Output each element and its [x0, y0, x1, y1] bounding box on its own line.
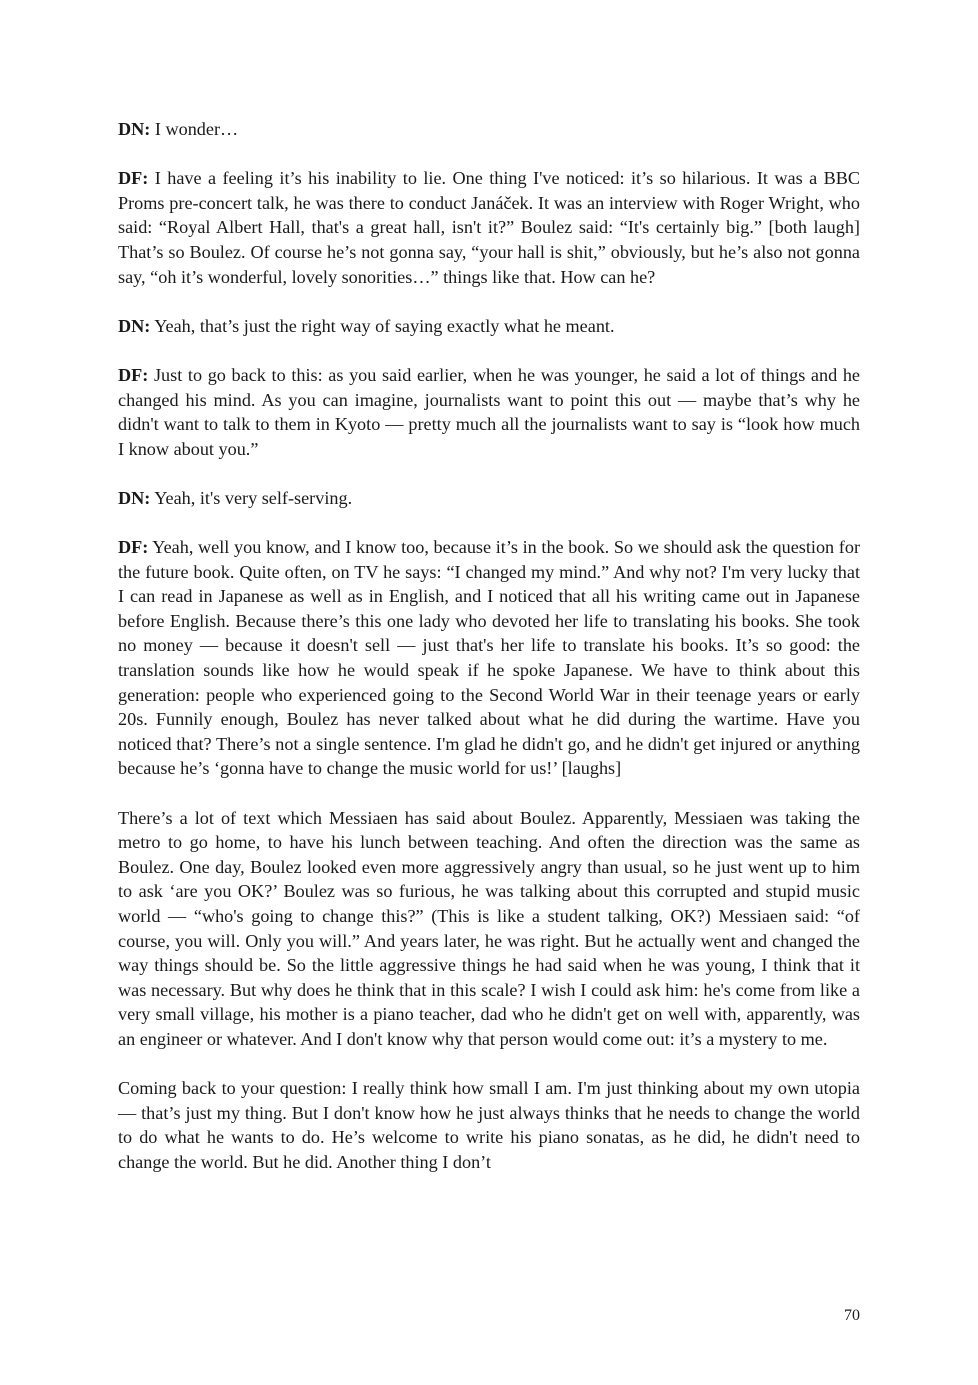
- transcript-body: [118, 117, 860, 1199]
- speaker-label: DF:: [118, 168, 149, 189]
- paragraph-text: Yeah, it's very self-serving.: [154, 487, 353, 508]
- speaker-label: DN:: [118, 487, 151, 508]
- paragraph-text: I have a feeling it’s his inability to lie. One thing I've noticed: it’s so hilarious. It was a BBC Proms pre-concert talk, he was there to conduct Janáček. It was an interview with Roger Wright, who said: “Royal Albert Hall, that's a great hall, isn't it?” Boulez said: “It's certainly big.” [both laugh] That’s so Boulez. Of course he’s not gonna say, “your hall is shit,” obviously, but he’s also not gonna say, “oh it’s wonderful, lovely sonorities…” things like that. How can he?: [118, 168, 860, 287]
- page-number: 70: [844, 1307, 860, 1324]
- paragraph-text: Yeah, that’s just the right way of saying exactly what he meant.: [154, 315, 615, 336]
- paragraph-df-continued-2: [118, 1076, 860, 1174]
- paragraph-dn-2: [118, 314, 860, 339]
- paragraph-text: Coming back to your question: I really think how small I am. I'm just thinking about my own utopia — that’s just my thing. But I don't know how he just always thinks that he needs to change the world to do what he wants to do. He’s welcome to write his piano sonatas, as he did, he didn't need to change the world. But he did. Another thing I don’t: [118, 1078, 860, 1172]
- paragraph-df-3: [118, 535, 860, 781]
- speaker-label: DN:: [118, 315, 151, 336]
- paragraph-text: Yeah, well you know, and I know too, because it’s in the book. So we should ask the question for the future book. Quite often, on TV he says: “I changed my mind.” And why not? I'm very lucky that I can read in Japanese as well as in English, and I noticed that all his writing came out in Japanese before English. Because there’s this one lady who devoted her life to translating his books. She took no money — because it doesn't sell — just that's her life to translate his books. It’s so good: the translation sounds like how he would speak if he spoke Japanese. We have to think about this generation: people who experienced going to the Second World War in their teenage years or early 20s. Funnily enough, Boulez has never talked about what he did during the wartime. Have you noticed that? There’s not a single sentence. I'm glad he didn't go, and he didn't get injured or anything because he’s ‘gonna have to change the music world for us!’ [laughs]: [118, 537, 861, 779]
- speaker-label: DN:: [118, 119, 151, 139]
- paragraph-df-2: [118, 363, 860, 461]
- paragraph-dn-3: [118, 486, 860, 511]
- speaker-label: DF:: [118, 364, 149, 385]
- speaker-label: DF:: [118, 537, 149, 558]
- paragraph-df-continued-1: [118, 806, 860, 1052]
- paragraph-text: Just to go back to this: as you said earlier, when he was younger, he said a lot of things and he changed his mind. As you can imagine, journalists want to point this out — maybe that’s why he didn't want to talk to them in Kyoto — pretty much all the journalists want to say is “look how much I know about you.”: [118, 364, 860, 459]
- paragraph-df-1: [118, 166, 860, 289]
- paragraph-text: There’s a lot of text which Messiaen has said about Boulez. Apparently, Messiaen was taking the metro to go home, to have his lunch between teaching. And often the direction was the same as Boulez. One day, Boulez looked even more aggressively angry than usual, so he just went up to him to ask ‘are you OK?’ Boulez was so furious, he was talking about this corrupted and stupid music world — “who's going to change this?” (This is like a student talking, OK?) Messiaen said: “of course, you will. Only you will.” And years later, he was right. But he actually went and changed the way things should be. So the little aggressive things he had said when he was young, I think that it was necessary. But why does he think that in this scale? I wish I could ask him: he's come from like a very small village, his mother is a piano teacher, dad who he didn't get on well with, apparently, was an engineer or whatever. And I don't know why that person would come out: it’s a mystery to me.: [118, 807, 860, 1049]
- paragraph-text: I wonder…: [154, 119, 239, 139]
- paragraph-dn-1: [118, 117, 860, 142]
